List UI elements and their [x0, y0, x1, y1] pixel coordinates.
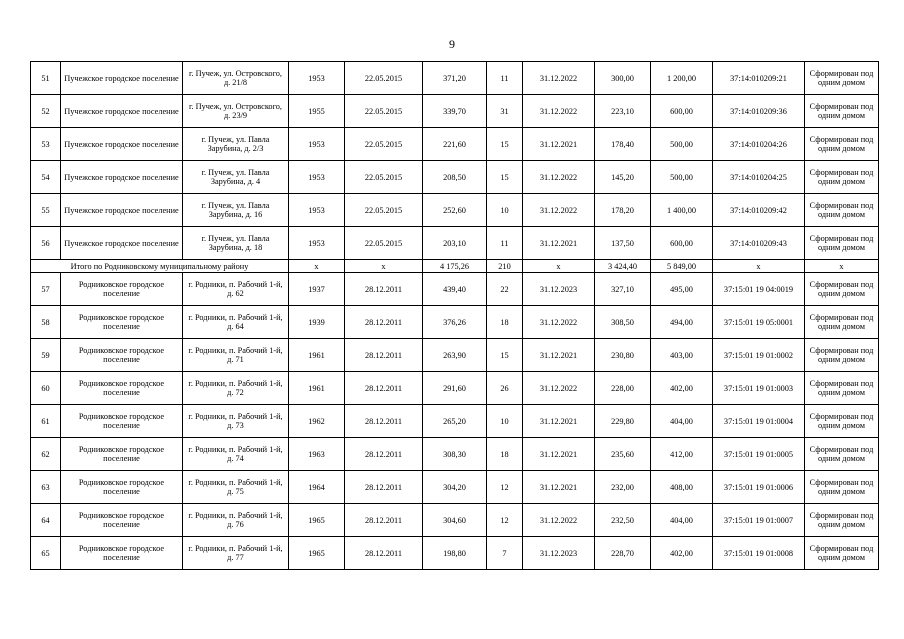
land-area-cell: 230,80 [595, 339, 651, 372]
address-cell: г. Родники, п. Рабочий 1-й, д. 75 [183, 471, 289, 504]
table-body [31, 62, 879, 570]
address-cell: г. Родники, п. Рабочий 1-й, д. 76 [183, 504, 289, 537]
cadastral-number-cell: 37:15:01 19 01:0004 [713, 405, 805, 438]
land-area-cell: 235,60 [595, 438, 651, 471]
status-cell: Сформирован под одним домом [805, 194, 879, 227]
land-area-cell: 232,50 [595, 504, 651, 537]
table-row [31, 438, 879, 471]
cadastral-number-cell: 37:15:01 19 05:0001 [713, 306, 805, 339]
recognition-date-cell: 28.12.2011 [345, 306, 423, 339]
total-label-cell: Итого по Родниковскому муниципальному району [31, 260, 289, 273]
cost-cell: 494,00 [651, 306, 713, 339]
row-number-cell: 65 [31, 537, 61, 570]
year-built-cell: 1961 [289, 372, 345, 405]
residents-cell: 26 [487, 372, 523, 405]
cost-cell: 408,00 [651, 471, 713, 504]
total-land-area-cell: 3 424,40 [595, 260, 651, 273]
total-deadline-cell: х [523, 260, 595, 273]
cost-cell: 404,00 [651, 405, 713, 438]
land-area-cell: 145,20 [595, 161, 651, 194]
total-date-cell: х [345, 260, 423, 273]
total-cost-cell: 5 849,00 [651, 260, 713, 273]
cadastral-number-cell: 37:14:010209:21 [713, 62, 805, 95]
land-area-cell: 223,10 [595, 95, 651, 128]
cadastral-number-cell: 37:15:01 19 01:0002 [713, 339, 805, 372]
recognition-date-cell: 28.12.2011 [345, 372, 423, 405]
recognition-date-cell: 22.05.2015 [345, 95, 423, 128]
address-cell: г. Родники, п. Рабочий 1-й, д. 62 [183, 273, 289, 306]
row-number-cell: 58 [31, 306, 61, 339]
deadline-cell: 31.12.2022 [523, 306, 595, 339]
cadastral-number-cell: 37:14:010209:42 [713, 194, 805, 227]
row-number-cell: 61 [31, 405, 61, 438]
address-cell: г. Пучеж, ул. Островского, д. 23/9 [183, 95, 289, 128]
table-row [31, 161, 879, 194]
cost-cell: 402,00 [651, 537, 713, 570]
address-cell: г. Пучеж, ул. Павла Зарубина, д. 18 [183, 227, 289, 260]
deadline-cell: 31.12.2022 [523, 372, 595, 405]
settlement-cell: Родниковское городское поселение [61, 504, 183, 537]
housing-registry-table [30, 61, 879, 570]
recognition-date-cell: 28.12.2011 [345, 471, 423, 504]
deadline-cell: 31.12.2022 [523, 62, 595, 95]
row-number-cell: 52 [31, 95, 61, 128]
year-built-cell: 1953 [289, 161, 345, 194]
year-built-cell: 1965 [289, 504, 345, 537]
cost-cell: 500,00 [651, 161, 713, 194]
deadline-cell: 31.12.2022 [523, 95, 595, 128]
total-status-cell: х [805, 260, 879, 273]
cost-cell: 1 400,00 [651, 194, 713, 227]
total-row [31, 260, 879, 273]
year-built-cell: 1953 [289, 128, 345, 161]
residents-cell: 12 [487, 504, 523, 537]
land-area-cell: 137,50 [595, 227, 651, 260]
cadastral-number-cell: 37:15:01 19 01:0005 [713, 438, 805, 471]
cadastral-number-cell: 37:14:010204:25 [713, 161, 805, 194]
cadastral-number-cell: 37:15:01 19 01:0008 [713, 537, 805, 570]
residents-cell: 10 [487, 405, 523, 438]
recognition-date-cell: 28.12.2011 [345, 438, 423, 471]
year-built-cell: 1955 [289, 95, 345, 128]
row-number-cell: 56 [31, 227, 61, 260]
row-number-cell: 51 [31, 62, 61, 95]
recognition-date-cell: 28.12.2011 [345, 273, 423, 306]
settlement-cell: Родниковское городское поселение [61, 306, 183, 339]
area-cell: 308,30 [423, 438, 487, 471]
deadline-cell: 31.12.2022 [523, 194, 595, 227]
status-cell: Сформирован под одним домом [805, 62, 879, 95]
address-cell: г. Родники, п. Рабочий 1-й, д. 77 [183, 537, 289, 570]
area-cell: 203,10 [423, 227, 487, 260]
deadline-cell: 31.12.2023 [523, 537, 595, 570]
year-built-cell: 1953 [289, 62, 345, 95]
year-built-cell: 1953 [289, 194, 345, 227]
row-number-cell: 63 [31, 471, 61, 504]
residents-cell: 7 [487, 537, 523, 570]
settlement-cell: Пучежское городское поселение [61, 128, 183, 161]
address-cell: г. Пучеж, ул. Павла Зарубина, д. 2/3 [183, 128, 289, 161]
deadline-cell: 31.12.2021 [523, 128, 595, 161]
address-cell: г. Пучеж, ул. Павла Зарубина, д. 16 [183, 194, 289, 227]
status-cell: Сформирован под одним домом [805, 273, 879, 306]
year-built-cell: 1963 [289, 438, 345, 471]
year-built-cell: 1937 [289, 273, 345, 306]
land-area-cell: 229,80 [595, 405, 651, 438]
cost-cell: 402,00 [651, 372, 713, 405]
recognition-date-cell: 28.12.2011 [345, 405, 423, 438]
cadastral-number-cell: 37:15:01 19 01:0007 [713, 504, 805, 537]
area-cell: 291,60 [423, 372, 487, 405]
area-cell: 304,20 [423, 471, 487, 504]
table-row [31, 405, 879, 438]
status-cell: Сформирован под одним домом [805, 438, 879, 471]
area-cell: 439,40 [423, 273, 487, 306]
table-row [31, 306, 879, 339]
status-cell: Сформирован под одним домом [805, 537, 879, 570]
table-row [31, 128, 879, 161]
row-number-cell: 57 [31, 273, 61, 306]
table-row [31, 273, 879, 306]
deadline-cell: 31.12.2022 [523, 504, 595, 537]
year-built-cell: 1964 [289, 471, 345, 504]
settlement-cell: Пучежское городское поселение [61, 161, 183, 194]
residents-cell: 18 [487, 306, 523, 339]
settlement-cell: Пучежское городское поселение [61, 227, 183, 260]
land-area-cell: 327,10 [595, 273, 651, 306]
row-number-cell: 62 [31, 438, 61, 471]
recognition-date-cell: 22.05.2015 [345, 128, 423, 161]
cost-cell: 404,00 [651, 504, 713, 537]
recognition-date-cell: 22.05.2015 [345, 227, 423, 260]
land-area-cell: 178,20 [595, 194, 651, 227]
row-number-cell: 64 [31, 504, 61, 537]
deadline-cell: 31.12.2021 [523, 405, 595, 438]
residents-cell: 15 [487, 128, 523, 161]
total-cadastral-cell: х [713, 260, 805, 273]
area-cell: 371,20 [423, 62, 487, 95]
cost-cell: 495,00 [651, 273, 713, 306]
cadastral-number-cell: 37:15:01 19 04:0019 [713, 273, 805, 306]
total-area-cell: 4 175,26 [423, 260, 487, 273]
status-cell: Сформирован под одним домом [805, 128, 879, 161]
total-residents-cell: 210 [487, 260, 523, 273]
address-cell: г. Пучеж, ул. Островского, д. 21/8 [183, 62, 289, 95]
table-row [31, 194, 879, 227]
cost-cell: 600,00 [651, 95, 713, 128]
residents-cell: 11 [487, 62, 523, 95]
deadline-cell: 31.12.2023 [523, 273, 595, 306]
table-row [31, 471, 879, 504]
year-built-cell: 1965 [289, 537, 345, 570]
settlement-cell: Родниковское городское поселение [61, 372, 183, 405]
cadastral-number-cell: 37:15:01 19 01:0006 [713, 471, 805, 504]
table-row [31, 62, 879, 95]
status-cell: Сформирован под одним домом [805, 161, 879, 194]
area-cell: 339,70 [423, 95, 487, 128]
settlement-cell: Родниковское городское поселение [61, 405, 183, 438]
status-cell: Сформирован под одним домом [805, 372, 879, 405]
table-row [31, 339, 879, 372]
settlement-cell: Пучежское городское поселение [61, 194, 183, 227]
settlement-cell: Родниковское городское поселение [61, 273, 183, 306]
recognition-date-cell: 28.12.2011 [345, 537, 423, 570]
address-cell: г. Родники, п. Рабочий 1-й, д. 73 [183, 405, 289, 438]
status-cell: Сформирован под одним домом [805, 95, 879, 128]
cost-cell: 412,00 [651, 438, 713, 471]
residents-cell: 15 [487, 339, 523, 372]
status-cell: Сформирован под одним домом [805, 405, 879, 438]
row-number-cell: 53 [31, 128, 61, 161]
recognition-date-cell: 28.12.2011 [345, 504, 423, 537]
area-cell: 265,20 [423, 405, 487, 438]
area-cell: 208,50 [423, 161, 487, 194]
table-row [31, 504, 879, 537]
row-number-cell: 55 [31, 194, 61, 227]
land-area-cell: 228,00 [595, 372, 651, 405]
recognition-date-cell: 22.05.2015 [345, 161, 423, 194]
settlement-cell: Пучежское городское поселение [61, 95, 183, 128]
cost-cell: 403,00 [651, 339, 713, 372]
settlement-cell: Родниковское городское поселение [61, 537, 183, 570]
year-built-cell: 1939 [289, 306, 345, 339]
table-row [31, 537, 879, 570]
cadastral-number-cell: 37:14:010204:26 [713, 128, 805, 161]
land-area-cell: 308,50 [595, 306, 651, 339]
area-cell: 263,90 [423, 339, 487, 372]
deadline-cell: 31.12.2022 [523, 161, 595, 194]
status-cell: Сформирован под одним домом [805, 339, 879, 372]
year-built-cell: 1953 [289, 227, 345, 260]
status-cell: Сформирован под одним домом [805, 306, 879, 339]
settlement-cell: Родниковское городское поселение [61, 339, 183, 372]
status-cell: Сформирован под одним домом [805, 227, 879, 260]
settlement-cell: Родниковское городское поселение [61, 438, 183, 471]
deadline-cell: 31.12.2021 [523, 227, 595, 260]
status-cell: Сформирован под одним домом [805, 471, 879, 504]
land-area-cell: 178,40 [595, 128, 651, 161]
cost-cell: 600,00 [651, 227, 713, 260]
address-cell: г. Родники, п. Рабочий 1-й, д. 64 [183, 306, 289, 339]
land-area-cell: 300,00 [595, 62, 651, 95]
recognition-date-cell: 22.05.2015 [345, 62, 423, 95]
residents-cell: 12 [487, 471, 523, 504]
residents-cell: 22 [487, 273, 523, 306]
residents-cell: 11 [487, 227, 523, 260]
cadastral-number-cell: 37:14:010209:43 [713, 227, 805, 260]
residents-cell: 10 [487, 194, 523, 227]
deadline-cell: 31.12.2021 [523, 438, 595, 471]
residents-cell: 31 [487, 95, 523, 128]
residents-cell: 15 [487, 161, 523, 194]
cadastral-number-cell: 37:14:010209:36 [713, 95, 805, 128]
row-number-cell: 54 [31, 161, 61, 194]
area-cell: 304,60 [423, 504, 487, 537]
address-cell: г. Пучеж, ул. Павла Зарубина, д. 4 [183, 161, 289, 194]
land-area-cell: 232,00 [595, 471, 651, 504]
deadline-cell: 31.12.2021 [523, 339, 595, 372]
land-area-cell: 228,70 [595, 537, 651, 570]
table-row [31, 227, 879, 260]
recognition-date-cell: 22.05.2015 [345, 194, 423, 227]
area-cell: 376,26 [423, 306, 487, 339]
page-number: 9 [449, 37, 455, 51]
area-cell: 221,60 [423, 128, 487, 161]
status-cell: Сформирован под одним домом [805, 504, 879, 537]
address-cell: г. Родники, п. Рабочий 1-й, д. 72 [183, 372, 289, 405]
cadastral-number-cell: 37:15:01 19 01:0003 [713, 372, 805, 405]
year-built-cell: 1961 [289, 339, 345, 372]
settlement-cell: Родниковское городское поселение [61, 471, 183, 504]
row-number-cell: 59 [31, 339, 61, 372]
deadline-cell: 31.12.2021 [523, 471, 595, 504]
table-row [31, 95, 879, 128]
total-year-cell: х [289, 260, 345, 273]
year-built-cell: 1962 [289, 405, 345, 438]
cost-cell: 500,00 [651, 128, 713, 161]
residents-cell: 18 [487, 438, 523, 471]
settlement-cell: Пучежское городское поселение [61, 62, 183, 95]
row-number-cell: 60 [31, 372, 61, 405]
address-cell: г. Родники, п. Рабочий 1-й, д. 74 [183, 438, 289, 471]
area-cell: 198,80 [423, 537, 487, 570]
recognition-date-cell: 28.12.2011 [345, 339, 423, 372]
table-row [31, 372, 879, 405]
area-cell: 252,60 [423, 194, 487, 227]
address-cell: г. Родники, п. Рабочий 1-й, д. 71 [183, 339, 289, 372]
cost-cell: 1 200,00 [651, 62, 713, 95]
